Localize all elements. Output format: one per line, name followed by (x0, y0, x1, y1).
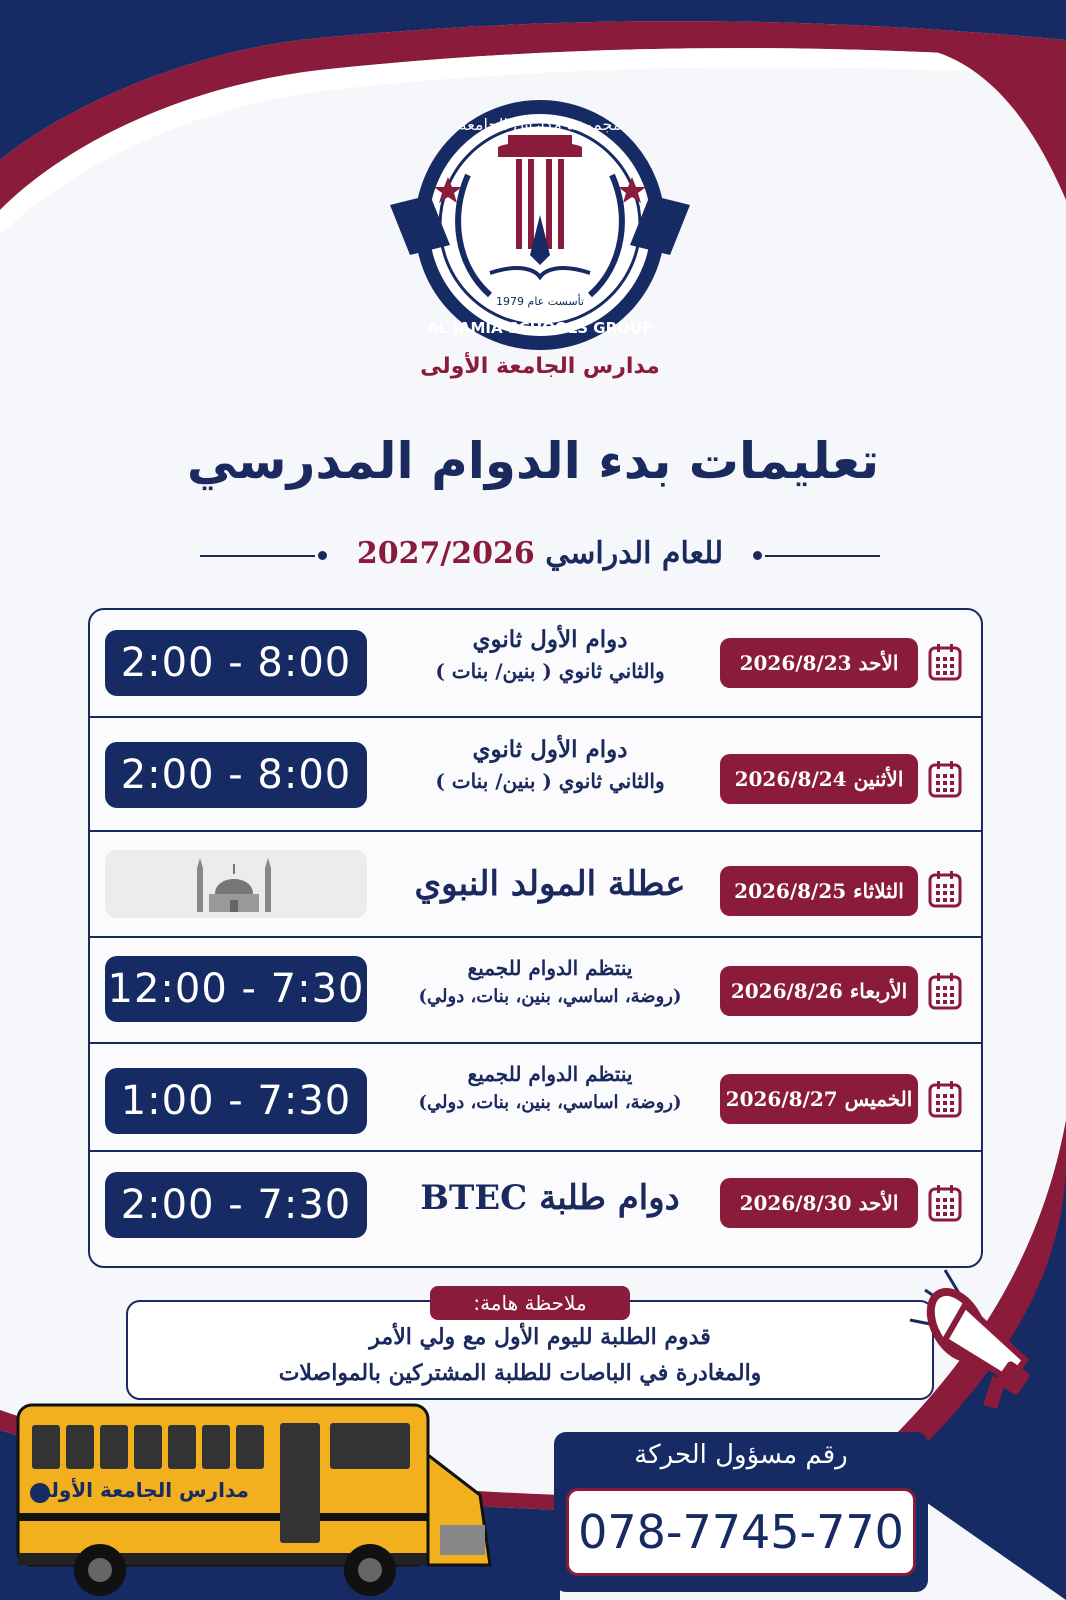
schedule-row (90, 938, 981, 1044)
description-line-1: دوام طلبة BTEC (420, 1178, 680, 1218)
mosque-icon (189, 854, 279, 914)
date-badge: الأحد 2026/8/23 (720, 638, 918, 688)
time-range: 1:00 - 7:30 (105, 1068, 367, 1134)
divider-right (765, 555, 880, 557)
date-badge: الأحد 2026/8/30 (720, 1178, 918, 1228)
school-bus-image (10, 1395, 500, 1600)
holiday-image (105, 850, 367, 918)
row-description (380, 626, 720, 683)
divider-left (200, 555, 315, 557)
schedule-row (90, 610, 981, 718)
logo-ring-arabic: مجموعة مدارس الجامعة (458, 115, 622, 134)
subtitle (330, 536, 750, 571)
schedule-row (90, 832, 981, 938)
schedule-table (88, 608, 983, 1268)
description-line-1: ينتظم الدوام للجميع (467, 1062, 633, 1086)
calendar-icon (928, 972, 962, 1010)
description-line-1: دوام الأول ثانوي (472, 736, 628, 763)
date-badge: الأثنين 2026/8/24 (720, 754, 918, 804)
description-line-1: ينتظم الدوام للجميع (467, 956, 633, 980)
description-line-1: دوام الأول ثانوي (472, 626, 628, 653)
row-description (380, 864, 720, 904)
schedule-row (90, 1152, 981, 1266)
description-line-2: والثاني ثانوي ( بنين/ بنات ) (435, 659, 665, 683)
date-badge: الخميس 2026/8/27 (720, 1074, 918, 1124)
row-description (380, 1062, 720, 1113)
description-line-2: (روضة، اساسي، بنين، بنات، دولي) (418, 986, 682, 1007)
megaphone-icon (905, 1265, 1045, 1415)
time-range: 2:00 - 8:00 (105, 630, 367, 696)
time-range: 2:00 - 7:30 (105, 1172, 367, 1238)
calendar-icon (928, 870, 962, 908)
row-description (380, 736, 720, 793)
contact-phone-number[interactable]: 078-7745-770 (566, 1488, 916, 1576)
date-badge: الثلاثاء 2026/8/25 (720, 866, 918, 916)
logo-ring-english: AL JAMIA SCHOOLS GROUP (426, 319, 654, 337)
subtitle-label: للعام الدراسي (545, 536, 724, 571)
row-description (380, 956, 720, 1007)
note-tag: ملاحظة هامة: (430, 1286, 630, 1320)
time-range: 2:00 - 8:00 (105, 742, 367, 808)
page-title: تعليمات بدء الدوام المدرسي (186, 432, 880, 490)
calendar-icon (928, 760, 962, 798)
subtitle-year: 2027/2026 (356, 536, 535, 571)
school-logo (390, 95, 690, 385)
calendar-icon (928, 643, 962, 681)
time-range: 12:00 - 7:30 (105, 956, 367, 1022)
divider-dot-right (753, 551, 762, 560)
date-badge: الأربعاء 2026/8/26 (720, 966, 918, 1016)
schedule-row (90, 718, 981, 832)
contact-label: رقم مسؤول الحركة (634, 1440, 848, 1470)
calendar-icon (928, 1080, 962, 1118)
holiday-title: عطلة المولد النبوي (414, 864, 686, 904)
calendar-icon (928, 1184, 962, 1222)
row-description (380, 1178, 720, 1218)
description-line-2: والثاني ثانوي ( بنين/ بنات ) (435, 769, 665, 793)
divider-dot-left (318, 551, 327, 560)
bus-label: مدارس الجامعة الأولى (31, 1478, 249, 1502)
logo-founded: تأسست عام 1979 (496, 295, 584, 308)
description-line-2: (روضة، اساسي، بنين، بنات، دولي) (418, 1092, 682, 1113)
note-line-1: قدوم الطلبة لليوم الأول مع ولي الأمر (369, 1324, 711, 1350)
logo-ribbon: مدارس الجامعة الأولى (420, 354, 660, 379)
note-line-2: والمغادرة في الباصات للطلبة المشتركين بالمواصلات (278, 1360, 762, 1386)
subtitle-row (200, 536, 880, 576)
schedule-row (90, 1044, 981, 1152)
